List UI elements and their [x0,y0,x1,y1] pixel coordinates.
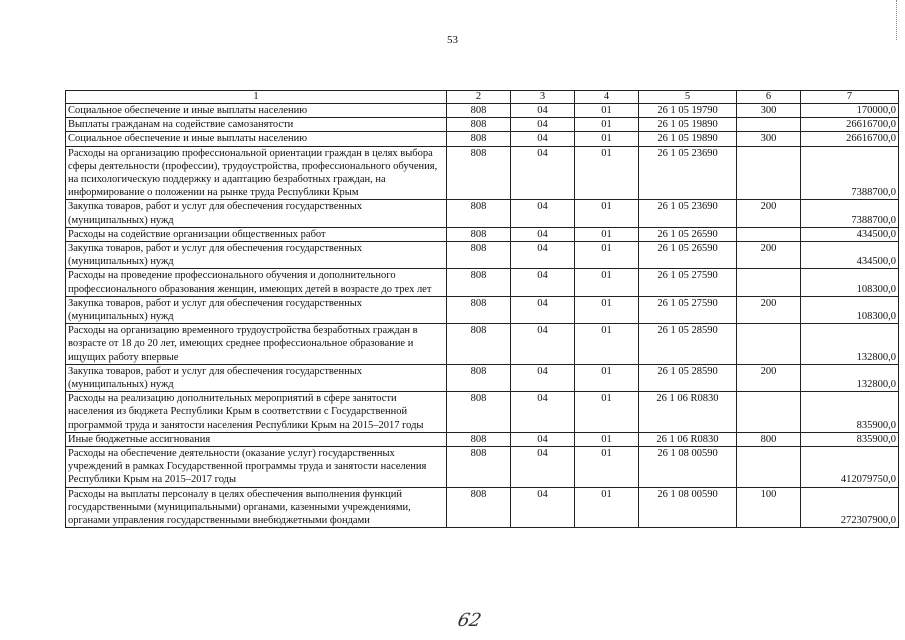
row-gr-cell: 808 [447,324,511,365]
row-rz-cell: 04 [511,269,575,296]
row-rz-cell: 04 [511,118,575,132]
row-sum-cell: 434500,0 [801,242,899,269]
row-csr-cell: 26 1 05 26590 [639,242,737,269]
row-pr-cell: 01 [575,104,639,118]
row-name-cell: Расходы на обеспечение деятельности (оказание услуг) государственных учреждений в рамках Государственной программы труда и занятости населения Республики Крым на 2015–2017 годы [66,447,447,488]
row-rz-cell: 04 [511,324,575,365]
row-gr-cell: 808 [447,146,511,200]
row-pr-cell: 01 [575,118,639,132]
row-gr-cell: 808 [447,132,511,146]
header-cell: 6 [737,91,801,104]
row-rz-cell: 04 [511,227,575,241]
table-row [66,132,899,146]
row-pr-cell: 01 [575,227,639,241]
row-name-cell: Закупка товаров, работ и услуг для обеспечения государственных (муниципальных) нужд [66,200,447,227]
row-vr-cell [737,447,801,488]
row-name-cell: Социальное обеспечение и иные выплаты населению [66,132,447,146]
row-name-cell: Расходы на проведение профессионального обучения и дополнительного профессионального образования женщин, имеющих детей в возрасте до трех лет [66,269,447,296]
header-cell: 7 [801,91,899,104]
row-name-cell: Расходы на реализацию дополнительных мероприятий в сфере занятости населения из бюджета Республики Крым в соответствии с Государственной программой труда и занятости населения Республики Крым на 2015–2017 годы [66,392,447,433]
row-csr-cell: 26 1 05 23690 [639,200,737,227]
row-pr-cell: 01 [575,487,639,528]
row-sum-cell: 412079750,0 [801,447,899,488]
row-csr-cell: 26 1 05 23690 [639,146,737,200]
row-sum-cell: 7388700,0 [801,146,899,200]
row-sum-cell: 108300,0 [801,296,899,323]
header-cell: 3 [511,91,575,104]
table-row [66,227,899,241]
page-number: 53 [447,34,458,46]
row-vr-cell: 100 [737,487,801,528]
table-row [66,392,899,433]
row-rz-cell: 04 [511,200,575,227]
row-sum-cell: 26616700,0 [801,132,899,146]
row-csr-cell: 26 1 05 26590 [639,227,737,241]
table-row [66,146,899,200]
row-sum-cell: 835900,0 [801,432,899,446]
row-gr-cell: 808 [447,104,511,118]
header-cell: 4 [575,91,639,104]
row-gr-cell: 808 [447,364,511,391]
row-name-cell: Социальное обеспечение и иные выплаты населению [66,104,447,118]
row-csr-cell: 26 1 05 19790 [639,104,737,118]
row-gr-cell: 808 [447,242,511,269]
header-cell: 5 [639,91,737,104]
row-gr-cell: 808 [447,392,511,433]
table-row [66,269,899,296]
row-sum-cell: 835900,0 [801,392,899,433]
row-pr-cell: 01 [575,392,639,433]
table-row [66,432,899,446]
row-rz-cell: 04 [511,104,575,118]
table-row [66,324,899,365]
row-name-cell: Иные бюджетные ассигнования [66,432,447,446]
row-gr-cell: 808 [447,200,511,227]
row-pr-cell: 01 [575,364,639,391]
row-vr-cell: 200 [737,296,801,323]
row-name-cell: Закупка товаров, работ и услуг для обеспечения государственных (муниципальных) нужд [66,242,447,269]
row-rz-cell: 04 [511,447,575,488]
row-vr-cell [737,269,801,296]
header-row [66,91,899,104]
row-vr-cell: 300 [737,132,801,146]
table-row [66,104,899,118]
row-pr-cell: 01 [575,324,639,365]
row-vr-cell: 800 [737,432,801,446]
row-vr-cell: 200 [737,200,801,227]
row-rz-cell: 04 [511,364,575,391]
row-vr-cell [737,118,801,132]
row-rz-cell: 04 [511,487,575,528]
row-csr-cell: 26 1 08 00590 [639,487,737,528]
table-row [66,364,899,391]
header-cell: 2 [447,91,511,104]
row-pr-cell: 01 [575,432,639,446]
row-pr-cell: 01 [575,447,639,488]
row-rz-cell: 04 [511,432,575,446]
row-sum-cell: 26616700,0 [801,118,899,132]
row-gr-cell: 808 [447,269,511,296]
row-sum-cell: 132800,0 [801,364,899,391]
row-sum-cell: 272307900,0 [801,487,899,528]
row-sum-cell: 434500,0 [801,227,899,241]
row-csr-cell: 26 1 08 00590 [639,447,737,488]
row-gr-cell: 808 [447,447,511,488]
row-gr-cell: 808 [447,296,511,323]
row-pr-cell: 01 [575,242,639,269]
row-csr-cell: 26 1 05 19890 [639,132,737,146]
row-csr-cell: 26 1 05 19890 [639,118,737,132]
row-sum-cell: 108300,0 [801,269,899,296]
row-vr-cell [737,227,801,241]
row-name-cell: Закупка товаров, работ и услуг для обеспечения государственных (муниципальных) нужд [66,364,447,391]
row-vr-cell: 200 [737,242,801,269]
row-vr-cell [737,146,801,200]
row-rz-cell: 04 [511,392,575,433]
table-row [66,296,899,323]
row-gr-cell: 808 [447,118,511,132]
row-gr-cell: 808 [447,432,511,446]
row-gr-cell: 808 [447,227,511,241]
row-vr-cell [737,392,801,433]
row-vr-cell: 300 [737,104,801,118]
row-sum-cell: 7388700,0 [801,200,899,227]
table-row [66,118,899,132]
row-rz-cell: 04 [511,132,575,146]
row-pr-cell: 01 [575,132,639,146]
table-row [66,242,899,269]
row-name-cell: Расходы на выплаты персоналу в целях обеспечения выполнения функций государственными (муниципальными) органами, казенными учреждениями, органами управления государственными внебюджетными фондами [66,487,447,528]
row-rz-cell: 04 [511,242,575,269]
row-pr-cell: 01 [575,296,639,323]
row-csr-cell: 26 1 05 27590 [639,296,737,323]
budget-table [65,90,899,528]
header-cell: 1 [66,91,447,104]
scan-edge-mark [896,0,898,40]
row-name-cell: Выплаты гражданам на содействие самозанятости [66,118,447,132]
row-name-cell: Расходы на организацию временного трудоустройства безработных граждан в возрасте от 18 до 20 лет, имеющих среднее профессиональное образование и ищущих работу впервые [66,324,447,365]
row-csr-cell: 26 1 05 27590 [639,269,737,296]
row-rz-cell: 04 [511,296,575,323]
row-pr-cell: 01 [575,269,639,296]
row-sum-cell: 170000,0 [801,104,899,118]
table-body [66,104,899,528]
row-csr-cell: 26 1 06 R0830 [639,392,737,433]
row-name-cell: Расходы на организацию профессиональной ориентации граждан в целях выбора сферы деятельности (профессии), трудоустройства, профессионального обучения, на психологическую поддержку и адаптацию безработных граждан, на информирование о положении на рынке труда Республики Крым [66,146,447,200]
row-csr-cell: 26 1 06 R0830 [639,432,737,446]
row-name-cell: Расходы на содействие организации общественных работ [66,227,447,241]
row-csr-cell: 26 1 05 28590 [639,324,737,365]
row-name-cell: Закупка товаров, работ и услуг для обеспечения государственных (муниципальных) нужд [66,296,447,323]
row-gr-cell: 808 [447,487,511,528]
table-row [66,200,899,227]
row-rz-cell: 04 [511,146,575,200]
row-pr-cell: 01 [575,146,639,200]
row-vr-cell [737,324,801,365]
table-row [66,487,899,528]
table-row [66,447,899,488]
row-vr-cell: 200 [737,364,801,391]
handwritten-page-mark: 62 [455,610,484,631]
row-sum-cell: 132800,0 [801,324,899,365]
row-csr-cell: 26 1 05 28590 [639,364,737,391]
row-pr-cell: 01 [575,200,639,227]
